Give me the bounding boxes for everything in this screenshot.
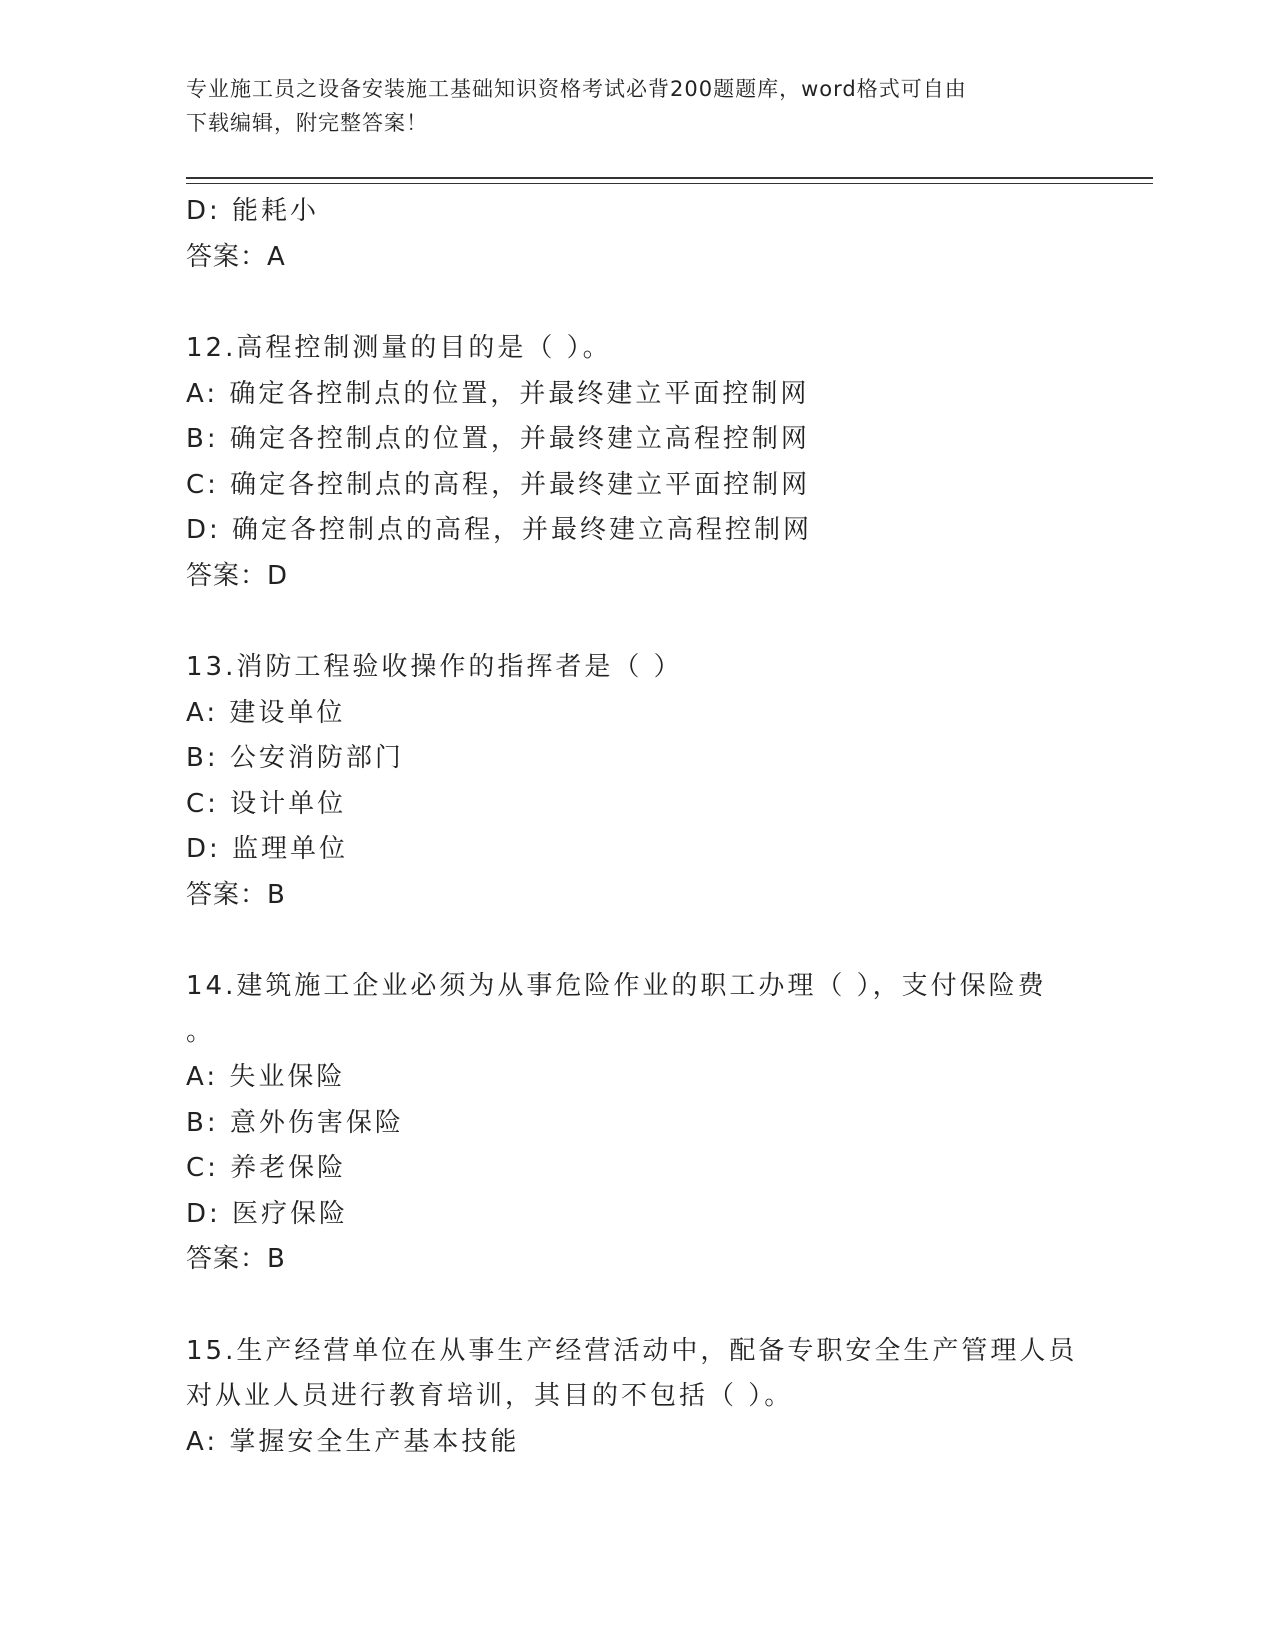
option-d: D: 医疗保险 [186, 1198, 349, 1229]
header-title-line-2: 下载编辑，附完整答案！ [186, 111, 428, 135]
option-a: A: 掌握安全生产基本技能 [186, 1426, 520, 1457]
question-text-line-2: 。 [186, 1016, 216, 1047]
answer-line: 答案：B [186, 879, 286, 910]
option-b: B: 公安消防部门 [186, 743, 404, 773]
option-a: A: 失业保险 [186, 1062, 346, 1092]
spacer [186, 918, 1086, 964]
question-block-12 [186, 326, 1086, 599]
header-divider-thin [186, 183, 1153, 184]
option-d: D: 监理单位 [186, 834, 349, 864]
question-text: 12.高程控制测量的目的是（ ）。 [186, 333, 612, 363]
question-text: 13.消防工程验收操作的指挥者是（ ） [186, 652, 683, 682]
question-block-11 [186, 189, 1086, 280]
option-a: A: 建设单位 [186, 697, 346, 728]
answer-line: 答案：B [186, 1244, 286, 1274]
option-b: B: 意外伤害保险 [186, 1107, 404, 1138]
spacer [186, 599, 1086, 645]
question-text-line-1: 14.建筑施工企业必须为从事危险作业的职工办理（ ），支付保险费 [186, 971, 1047, 1001]
option-c: C: 养老保险 [186, 1153, 347, 1183]
spacer [186, 1283, 1086, 1329]
option-d: D: 确定各控制点的高程，并最终建立高程控制网 [186, 515, 813, 545]
answer-line: 答案：D [186, 560, 289, 591]
header-divider-thick [186, 177, 1153, 179]
option-a: A: 确定各控制点的位置，并最终建立平面控制网 [186, 378, 810, 409]
option-d: D: 能耗小 [186, 196, 320, 226]
question-list [186, 189, 1086, 1465]
question-block-13 [186, 645, 1086, 918]
option-b: B: 确定各控制点的位置，并最终建立高程控制网 [186, 424, 810, 454]
question-text-line-1: 15.生产经营单位在从事生产经营活动中，配备专职安全生产管理人员 [186, 1335, 1078, 1366]
option-c: C: 设计单位 [186, 788, 347, 819]
spacer [186, 280, 1086, 326]
question-block-15 [186, 1329, 1086, 1466]
question-block-14 [186, 964, 1086, 1283]
option-c: C: 确定各控制点的高程，并最终建立平面控制网 [186, 469, 811, 500]
document-header [186, 72, 1086, 140]
header-title-line-1: 专业施工员之设备安装施工基础知识资格考试必背200题题库，word格式可自由 [186, 77, 967, 101]
answer-line: 答案：A [186, 241, 286, 272]
question-text-line-2: 对从业人员进行教育培训，其目的不包括（ ）。 [186, 1381, 794, 1411]
